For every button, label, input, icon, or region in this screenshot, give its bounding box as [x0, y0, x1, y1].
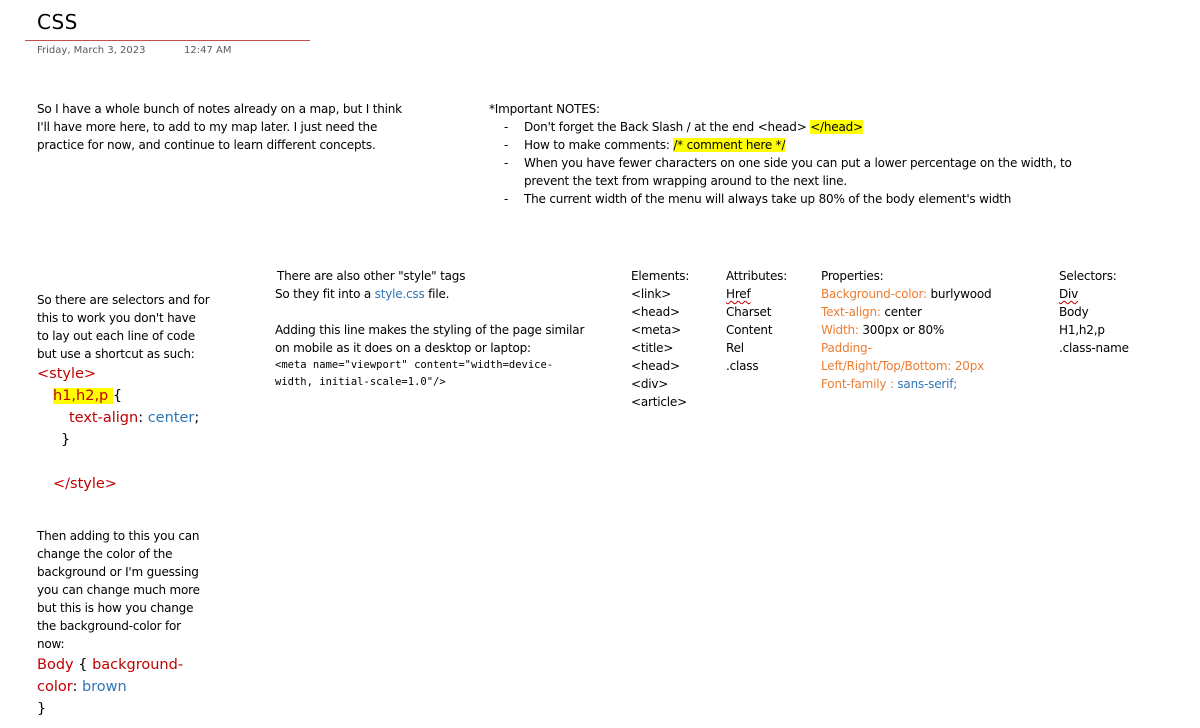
note-line: but this is how you change: [37, 601, 194, 615]
intro-line: practice for now, and continue to learn different concepts.: [37, 138, 376, 152]
note-text: When you have fewer characters on one side you can put a lower percentage on the width, to: [524, 156, 1072, 170]
intro-line: So I have a whole bunch of notes already on a map, but I think: [37, 102, 402, 116]
note-line: this to work you don't have: [37, 311, 196, 325]
style-open-tag: <style>: [37, 366, 97, 382]
note-line: There are also other "style" tags: [277, 269, 466, 283]
note-text: Don't forget the Back Slash / at the end <head>: [524, 120, 811, 134]
note-text: So they fit into a: [275, 287, 375, 301]
property-value: center: [884, 305, 922, 319]
note-line: change the color of the: [37, 547, 173, 561]
list-item: <div>: [631, 377, 669, 391]
list-item: [821, 303, 991, 321]
spellcheck-word: Href: [726, 287, 751, 301]
title-underline: [25, 40, 310, 41]
note-text: file.: [424, 287, 450, 301]
note-text: How to make comments:: [524, 138, 674, 152]
list-item: [821, 375, 991, 393]
list-item: H1,h2,p: [1059, 323, 1105, 337]
list-item: [497, 154, 1072, 190]
note-text: The current width of the menu will always take up 80% of the body element's width: [524, 192, 1012, 206]
code-line: [37, 385, 199, 407]
property-name: Font-family :: [821, 377, 898, 391]
background-code-block[interactable]: [37, 654, 183, 720]
attributes-column[interactable]: [726, 267, 787, 375]
selector-highlight: h1,h2,p: [53, 388, 113, 404]
css-value: center: [147, 410, 195, 426]
note-line: you can change much more: [37, 583, 200, 597]
code-line: [37, 473, 199, 495]
code-line: [37, 429, 199, 451]
list-item: Content: [726, 323, 773, 337]
css-selector: Body: [37, 657, 74, 673]
list-item: .class-name: [1059, 341, 1129, 355]
elements-column[interactable]: [631, 267, 689, 411]
intro-line: I'll have more here, to add to my map later. I just need the: [37, 120, 378, 134]
important-heading: *Important NOTES:: [489, 102, 600, 116]
list-item: [497, 136, 1072, 154]
code-line: [37, 363, 199, 385]
note-line: Adding this line makes the styling of the page similar: [275, 323, 585, 337]
note-line: background or I'm guessing: [37, 565, 199, 579]
properties-column[interactable]: [821, 267, 991, 393]
properties-heading: Properties:: [821, 269, 884, 283]
list-item: [1059, 285, 1129, 303]
selectors-column[interactable]: [1059, 267, 1129, 357]
intro-note[interactable]: [37, 100, 402, 154]
note-line: Then adding to this you can: [37, 529, 200, 543]
css-colon: :: [138, 410, 148, 426]
list-item: [821, 321, 991, 339]
list-item: <link>: [631, 287, 672, 301]
css-property: background-: [92, 657, 184, 673]
list-item: Left/Right/Top/Bottom: 20px: [821, 359, 985, 373]
code-line-blank: [37, 451, 199, 473]
highlighted-text: </head>: [810, 120, 863, 134]
list-item: <title>: [631, 341, 674, 355]
stylesheet-link[interactable]: style.css: [374, 287, 425, 301]
list-item: <head>: [631, 305, 680, 319]
highlighted-text: /* comment here */: [673, 138, 786, 152]
list-item: [497, 190, 1072, 208]
list-item: [726, 285, 787, 303]
bullet-dash: -: [504, 192, 509, 206]
brace-open: {: [73, 657, 93, 673]
important-list: [497, 118, 1072, 208]
background-note[interactable]: [37, 527, 200, 653]
css-colon: :: [72, 679, 82, 695]
list-item: [821, 285, 991, 303]
property-value: 300px or 80%: [862, 323, 945, 337]
note-line: but use a shortcut as such:: [37, 347, 195, 361]
spellcheck-word: Div: [1059, 287, 1079, 301]
list-item: Body: [1059, 305, 1089, 319]
note-line: the background-color for: [37, 619, 181, 633]
page-date: Friday, March 3, 2023: [37, 45, 146, 56]
bullet-dash: -: [504, 120, 509, 134]
elements-heading: Elements:: [631, 269, 690, 283]
brace-close: }: [37, 701, 47, 717]
selectors-note[interactable]: [37, 291, 209, 363]
selectors-heading: Selectors:: [1059, 269, 1117, 283]
blank-line: [275, 303, 584, 321]
css-semicolon: ;: [194, 410, 200, 426]
bullet-dash: -: [504, 138, 509, 152]
note-line: So there are selectors and for: [37, 293, 210, 307]
attributes-heading: Attributes:: [726, 269, 788, 283]
list-item: Rel: [726, 341, 744, 355]
important-notes[interactable]: [489, 100, 1072, 208]
brace-close: }: [61, 432, 71, 448]
property-name: Background-color:: [821, 287, 931, 301]
note-text: prevent the text from wrapping around to the next line.: [524, 174, 847, 188]
meta-code-line: <meta name="viewport" content="width=device-: [275, 359, 554, 371]
list-item: [497, 118, 1072, 136]
code-line: [37, 407, 199, 429]
note-line: on mobile as it does on a desktop or laptop:: [275, 341, 531, 355]
page-title[interactable]: CSS: [37, 10, 78, 34]
style-tags-note[interactable]: [275, 267, 584, 391]
note-line: now:: [37, 637, 65, 651]
code-line: [37, 698, 183, 720]
note-line: [275, 285, 584, 303]
property-name: Width:: [821, 323, 863, 337]
code-line: [37, 654, 183, 676]
css-value: brown: [81, 679, 127, 695]
list-item: Padding-: [821, 341, 872, 355]
css-property: text-align: [69, 410, 139, 426]
property-value: burlywood: [930, 287, 992, 301]
note-line: to lay out each line of code: [37, 329, 195, 343]
list-item: <meta>: [631, 323, 682, 337]
list-item: <head>: [631, 359, 680, 373]
list-item: .class: [726, 359, 759, 373]
meta-code-line: width, initial-scale=1.0"/>: [275, 376, 446, 388]
list-item: <article>: [631, 395, 687, 409]
code-line: [37, 676, 183, 698]
style-close-tag: </style>: [53, 476, 117, 492]
property-value: sans-serif;: [897, 377, 958, 391]
style-code-block[interactable]: [37, 363, 199, 495]
list-item: Charset: [726, 305, 772, 319]
page-time: 12:47 AM: [184, 45, 232, 56]
property-name: Text-align:: [821, 305, 885, 319]
bullet-dash: -: [504, 156, 509, 170]
css-property: color: [37, 679, 73, 695]
brace-open: {: [112, 388, 123, 404]
